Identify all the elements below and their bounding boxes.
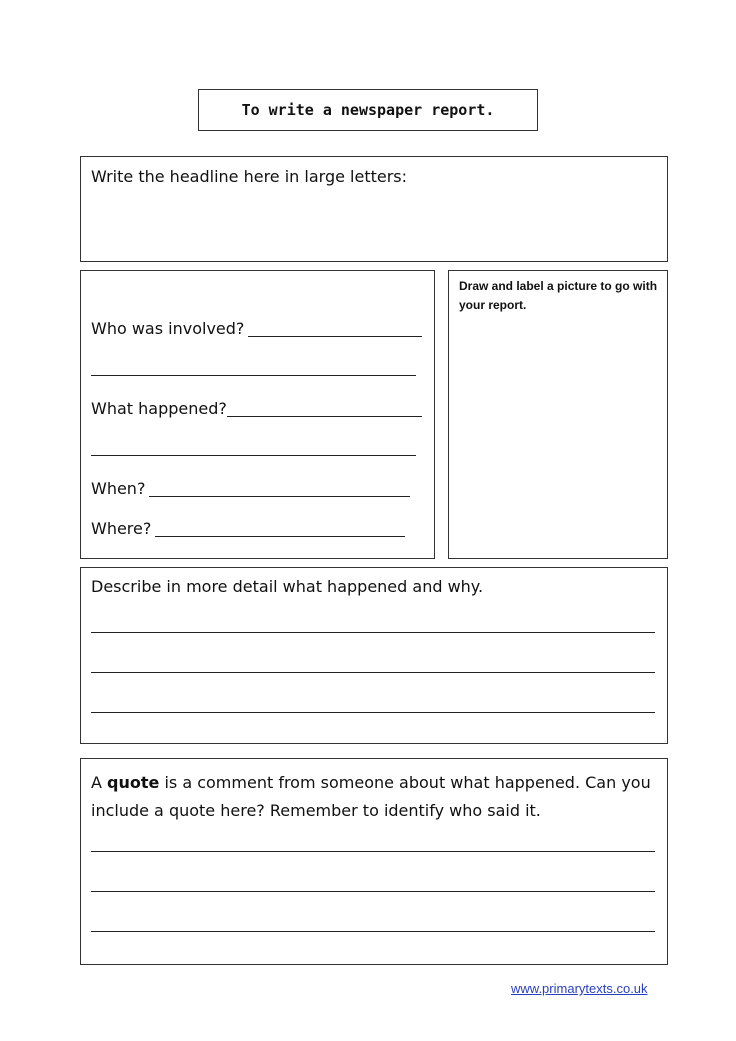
picture-box[interactable] <box>448 270 668 559</box>
what-row <box>91 399 422 419</box>
where-label: Where? <box>91 519 152 538</box>
quote-box <box>80 758 668 965</box>
detail-answer-line-3[interactable] <box>91 712 655 713</box>
quote-prefix: A <box>91 773 108 792</box>
what-answer-line[interactable] <box>227 416 422 417</box>
quote-answer-line-3[interactable] <box>91 931 655 932</box>
where-row <box>91 519 405 539</box>
detail-box <box>80 567 668 744</box>
picture-prompt: Draw and label a picture to go with your report. <box>459 279 658 312</box>
who-label: Who was involved? <box>91 319 245 338</box>
quote-answer-line-2[interactable] <box>91 891 655 892</box>
what-label: What happened? <box>91 399 227 418</box>
where-answer-line[interactable] <box>155 536 405 537</box>
who-answer-line[interactable] <box>248 336 422 337</box>
worksheet-title: To write a newspaper report. <box>241 101 495 119</box>
when-answer-line[interactable] <box>149 496 410 497</box>
when-label: When? <box>91 479 146 498</box>
footer-website-link[interactable]: www.primarytexts.co.uk <box>511 981 648 996</box>
who-answer-line-2[interactable] <box>91 375 416 376</box>
questions-box <box>80 270 435 559</box>
quote-answer-line-1[interactable] <box>91 851 655 852</box>
quote-prompt <box>91 769 651 825</box>
worksheet-title-box <box>198 89 538 131</box>
what-answer-line-2[interactable] <box>91 455 416 456</box>
detail-answer-line-1[interactable] <box>91 632 655 633</box>
headline-prompt: Write the headline here in large letters: <box>91 167 408 186</box>
detail-prompt: Describe in more detail what happened and why. <box>91 577 484 596</box>
detail-answer-line-2[interactable] <box>91 672 655 673</box>
headline-box[interactable] <box>80 156 668 262</box>
quote-rest: is a comment from someone about what happened. Can you include a quote here? Remember to identify who said it. <box>91 773 651 820</box>
quote-keyword: quote <box>107 773 160 792</box>
who-row <box>91 319 422 339</box>
when-row <box>91 479 410 499</box>
